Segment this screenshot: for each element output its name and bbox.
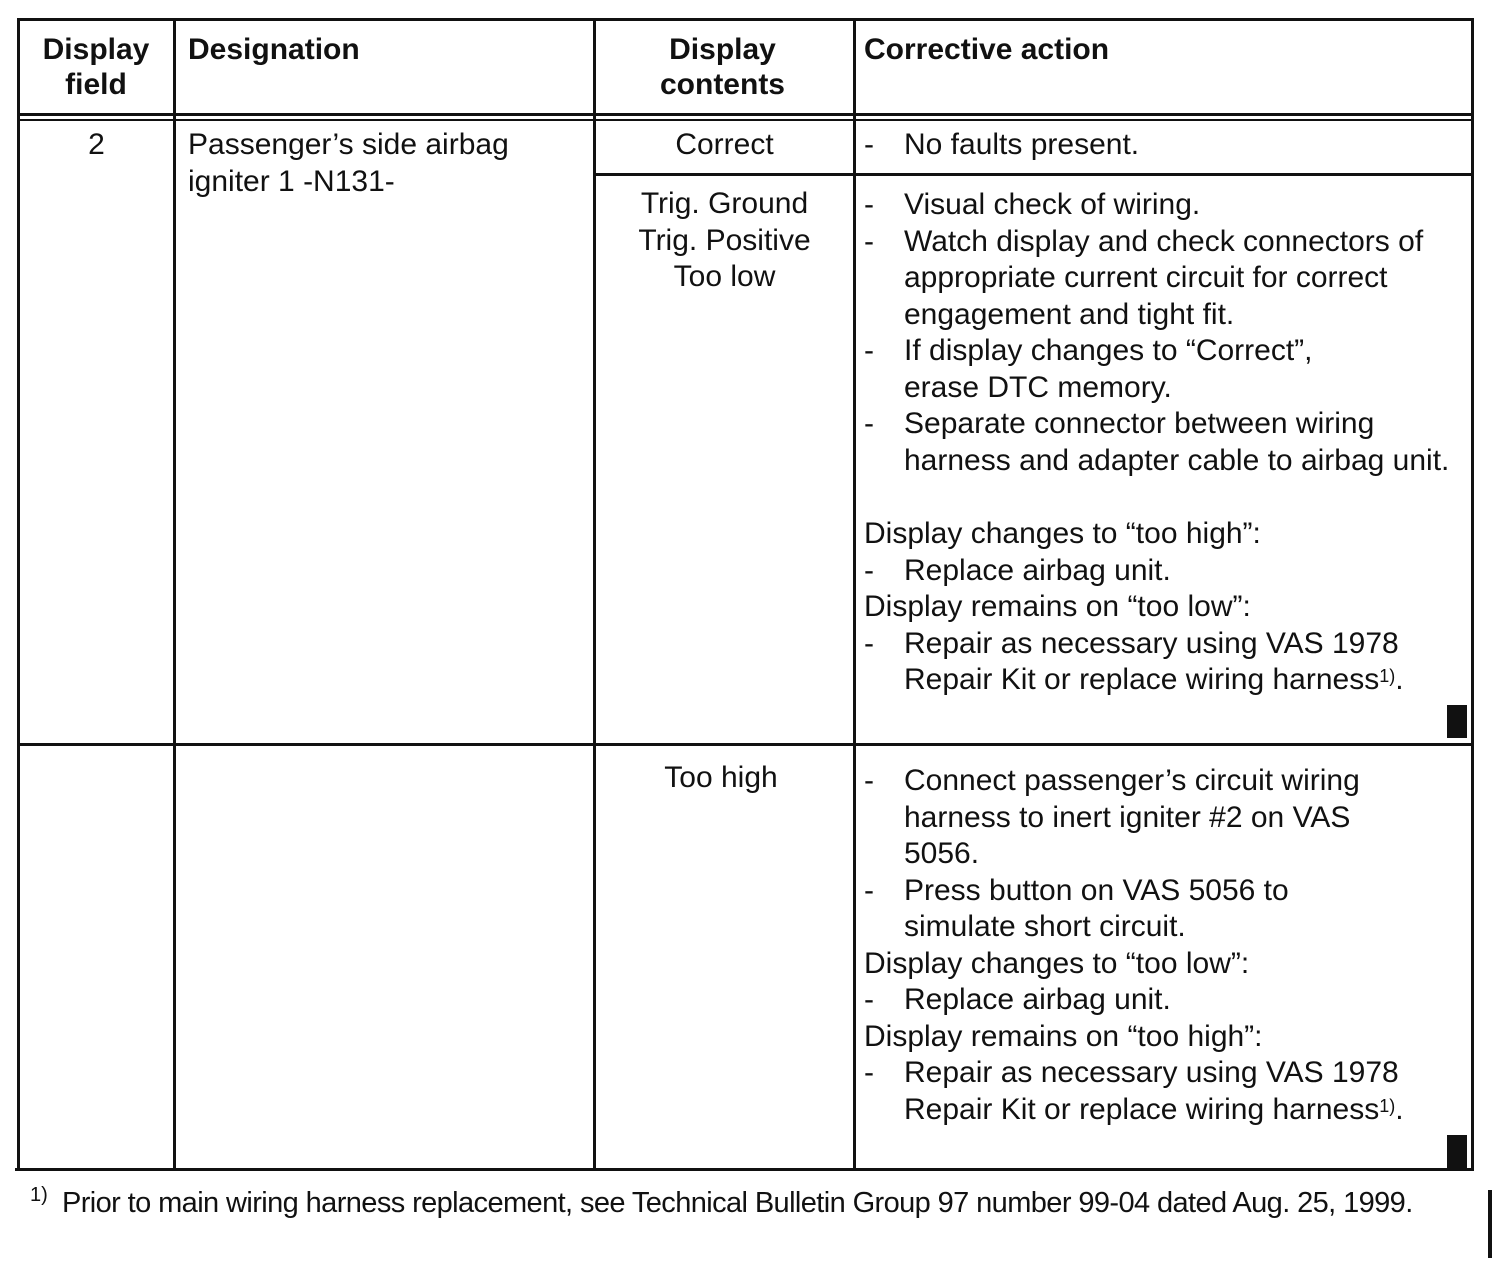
display-contents-too-low: Too low	[673, 260, 776, 293]
bullet-dash: -	[864, 764, 874, 797]
header-designation: Designation	[188, 33, 360, 66]
bullet-dash: -	[864, 128, 874, 161]
bullet-dash: -	[864, 873, 874, 907]
header-display-contents: Display contents	[659, 33, 785, 101]
action-repair-end: .	[1395, 663, 1404, 696]
condition-remains-too-high: Display remains on “too high”:	[864, 1019, 1263, 1053]
header-corrective-action: Corrective action	[864, 33, 1110, 66]
display-contents-too-high: Too high	[664, 761, 778, 794]
col-divider-3	[853, 18, 856, 1171]
row-divider	[17, 743, 1474, 746]
correct-divider	[595, 173, 1474, 176]
action-if-display-changes	[864, 333, 1464, 406]
action-visual-check	[864, 187, 1464, 224]
display-contents-trig-positive: Trig. Positive	[638, 223, 811, 257]
footnote-ref: 1)	[1379, 666, 1396, 686]
action-text	[864, 626, 1404, 699]
display-field-value: 2	[88, 128, 105, 161]
table-border-top	[17, 18, 1474, 21]
condition-too-low: Display changes to “too low”:	[864, 946, 1250, 980]
action-text: Separate connector between wiring harness and adapter cable to airbag unit.	[904, 407, 1450, 477]
action-watch-display	[864, 224, 1464, 334]
action-no-faults	[864, 127, 1464, 164]
table-border-left	[17, 18, 20, 1171]
action-repair-2	[864, 1055, 1404, 1128]
table-border-bottom	[15, 1168, 1474, 1171]
col-divider-1	[173, 18, 176, 1171]
footnote-marker: 1)	[30, 1184, 48, 1206]
action-text: Watch display and check connectors of appropriate current circuit for correct engagement and tight fit.	[904, 224, 1424, 331]
action-repair-end: .	[1395, 1092, 1404, 1126]
action-text: No faults present.	[904, 128, 1140, 161]
action-press-button	[864, 873, 1464, 946]
action-text: Connect passenger’s circuit wiring harness to inert igniter #2 on VAS 5056.	[904, 764, 1360, 870]
action-text: If display changes to “Correct”, erase DTC memory.	[904, 334, 1313, 404]
bullet-dash: -	[864, 626, 874, 660]
table-border-right	[1471, 18, 1474, 1171]
condition-remains-too-low: Display remains on “too low”:	[864, 590, 1251, 623]
bullet-dash: -	[864, 1056, 874, 1089]
bullet-dash: -	[864, 188, 874, 221]
action-text: Press button on VAS 5056 to simulate short circuit.	[904, 873, 1289, 943]
action-repair-text: Repair as necessary using VAS 1978 Repair Kit or replace wiring harness	[904, 626, 1399, 696]
display-contents-correct: Correct	[675, 128, 774, 161]
bullet-dash: -	[864, 983, 874, 1016]
bullet-dash: -	[864, 224, 874, 258]
bullet-dash: -	[864, 334, 874, 367]
action-replace-airbag	[864, 553, 1464, 590]
action-text: Replace airbag unit.	[904, 983, 1171, 1016]
change-bar-marker	[1447, 705, 1467, 738]
footnote	[30, 1186, 1470, 1220]
header-divider-2	[17, 119, 1474, 121]
designation-value: Passenger’s side airbag igniter 1 -N131-	[188, 128, 509, 198]
action-repair-text: Repair as necessary using VAS 1978 Repair Kit or replace wiring harness	[904, 1056, 1399, 1126]
footnote-text: Prior to main wiring harness replacement, see Technical Bulletin Group 97 number 99-04 dated Aug. 25, 1999.	[62, 1187, 1413, 1219]
action-text: Visual check of wiring.	[904, 188, 1201, 221]
change-bar-marker	[1447, 1135, 1467, 1168]
action-repair	[864, 626, 1404, 699]
action-text: Replace airbag unit.	[904, 553, 1171, 587]
action-connect-harness	[864, 763, 1464, 873]
margin-change-bar	[1488, 1190, 1492, 1258]
action-replace-airbag-2	[864, 982, 1464, 1019]
condition-too-high: Display changes to “too high”:	[864, 517, 1261, 550]
header-divider	[17, 113, 1474, 116]
bullet-dash: -	[864, 553, 874, 587]
action-separate-connector	[864, 406, 1464, 479]
bullet-dash: -	[864, 407, 874, 440]
header-display-field: Display field	[42, 33, 150, 101]
display-contents-trig-ground: Trig. Ground	[640, 187, 809, 220]
action-text	[864, 1055, 1404, 1128]
footnote-ref: 1)	[1379, 1095, 1396, 1116]
